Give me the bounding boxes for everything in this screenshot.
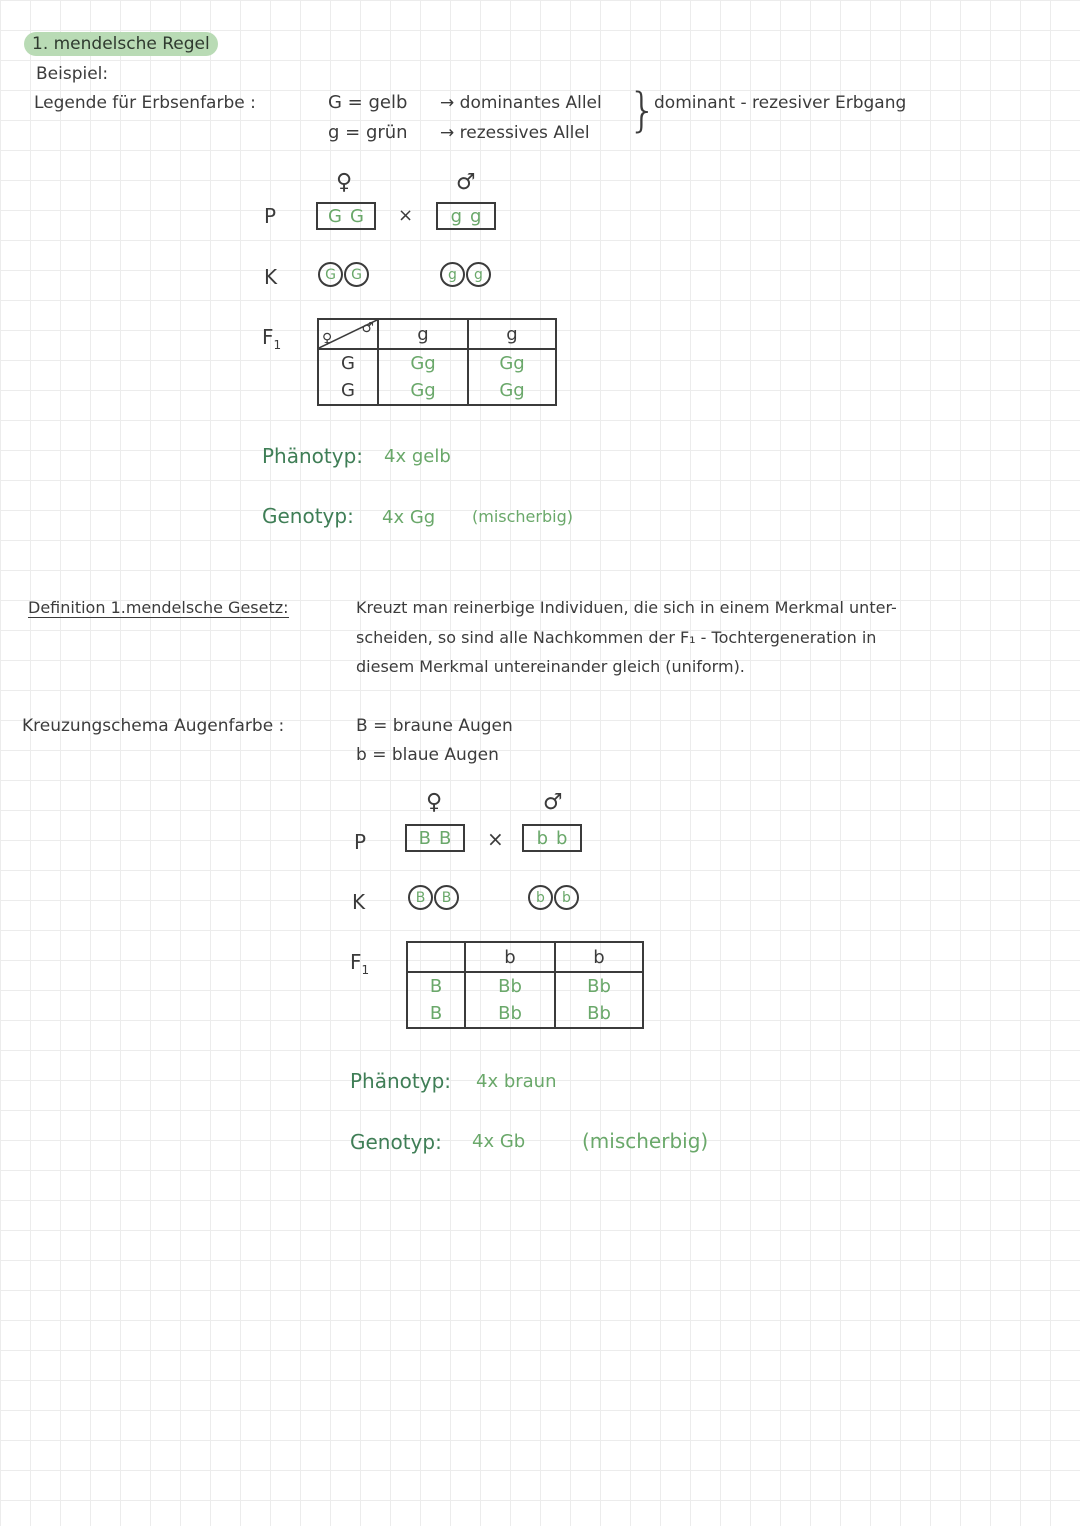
gamete: g bbox=[466, 262, 491, 287]
male-gametes bbox=[528, 885, 579, 910]
male-symbol: ♂ bbox=[456, 170, 476, 195]
f1-subscript: 1 bbox=[273, 338, 282, 352]
punnett-cell: Gg bbox=[468, 349, 556, 377]
phenotype-label: Phänotyp: bbox=[350, 1069, 452, 1093]
parent-male-genotype bbox=[522, 824, 582, 852]
parent-female-genotype bbox=[405, 824, 465, 852]
cross-sign: × bbox=[398, 205, 414, 226]
phenotype-value: 4x braun bbox=[476, 1071, 557, 1092]
definition-line-3: diesem Merkmal untereinander gleich (uniform). bbox=[356, 657, 745, 676]
label-gametes: K bbox=[352, 890, 366, 914]
section-title: 1. mendelsche Regel bbox=[24, 32, 218, 56]
punnett-square-peas bbox=[317, 318, 557, 406]
genotype-label: Genotyp: bbox=[262, 504, 354, 528]
genotype-note: (mischerbig) bbox=[472, 507, 573, 526]
punnett-cell: Gg bbox=[468, 377, 556, 405]
definition-label: Definition 1.mendelsche Gesetz: bbox=[28, 598, 289, 617]
definition-line-1: Kreuzt man reinerbige Individuen, die sich in einem Merkmal unter- bbox=[356, 598, 897, 617]
f1-subscript: 1 bbox=[361, 963, 370, 977]
female-gametes bbox=[318, 262, 369, 287]
column-header: b bbox=[555, 942, 643, 972]
cross-sign: × bbox=[487, 827, 504, 851]
scheme-label: Kreuzungschema Augenfarbe : bbox=[22, 716, 285, 736]
definition-line-2: scheiden, so sind alle Nachkommen der F₁ - Tochtergeneration in bbox=[356, 628, 877, 647]
punnett-corner bbox=[318, 319, 378, 349]
allele: G bbox=[350, 205, 364, 227]
punnett-cell: Bb bbox=[465, 972, 555, 1000]
phenotype-label: Phänotyp: bbox=[262, 444, 364, 468]
column-header: b bbox=[465, 942, 555, 972]
label-gametes: K bbox=[264, 265, 278, 289]
allele: g bbox=[470, 205, 482, 227]
f1-letter: F bbox=[262, 325, 274, 349]
blue-eyes-definition: b = blaue Augen bbox=[356, 745, 499, 765]
f1-letter: F bbox=[350, 950, 362, 974]
dominant-allele-note: → dominantes Allel bbox=[440, 93, 602, 113]
punnett-cell: Gg bbox=[378, 377, 468, 405]
female-symbol: ♀ bbox=[426, 790, 443, 815]
gamete: b bbox=[554, 885, 579, 910]
phenotype-value: 4x gelb bbox=[384, 446, 451, 467]
genotype-label: Genotyp: bbox=[350, 1130, 442, 1154]
label-parent: P bbox=[264, 204, 277, 228]
allele: G bbox=[328, 205, 342, 227]
male-symbol: ♂ bbox=[543, 790, 563, 815]
row-header: B bbox=[407, 972, 465, 1000]
row-header: B bbox=[407, 1000, 465, 1028]
genotype-value: 4x Gg bbox=[382, 507, 436, 528]
gamete: b bbox=[528, 885, 553, 910]
allele: B bbox=[439, 827, 452, 849]
example-label: Beispiel: bbox=[36, 64, 109, 84]
punnett-square-eyes bbox=[406, 941, 644, 1029]
allele: b bbox=[556, 827, 568, 849]
label-f1 bbox=[350, 950, 369, 977]
dominant-definition: G = gelb bbox=[328, 92, 408, 113]
punnett-cell: Gg bbox=[378, 349, 468, 377]
corner-male-symbol: ♂ bbox=[361, 320, 374, 336]
column-header: g bbox=[468, 319, 556, 349]
allele: b bbox=[536, 827, 548, 849]
inheritance-type: dominant - rezesiver Erbgang bbox=[654, 93, 907, 113]
brown-eyes-definition: B = braune Augen bbox=[356, 716, 513, 736]
punnett-cell: Bb bbox=[555, 972, 643, 1000]
parent-female-genotype bbox=[316, 202, 376, 230]
gamete: G bbox=[318, 262, 343, 287]
row-header: G bbox=[318, 349, 378, 377]
row-header: G bbox=[318, 377, 378, 405]
genotype-value: 4x Gb bbox=[472, 1131, 526, 1152]
recessive-definition: g = grün bbox=[328, 122, 408, 143]
male-gametes bbox=[440, 262, 491, 287]
punnett-cell: Bb bbox=[555, 1000, 643, 1028]
legend-label: Legende für Erbsenfarbe : bbox=[34, 93, 256, 113]
gamete: B bbox=[434, 885, 459, 910]
genotype-note: (mischerbig) bbox=[582, 1129, 709, 1153]
allele: g bbox=[450, 205, 462, 227]
parent-male-genotype bbox=[436, 202, 496, 230]
recessive-allele-note: → rezessives Allel bbox=[440, 123, 590, 143]
label-f1 bbox=[262, 325, 281, 352]
gamete: B bbox=[408, 885, 433, 910]
label-parent: P bbox=[354, 830, 367, 854]
allele: B bbox=[418, 827, 431, 849]
column-header: g bbox=[378, 319, 468, 349]
corner-female-symbol: ♀ bbox=[322, 331, 333, 347]
punnett-cell: Bb bbox=[465, 1000, 555, 1028]
legend-brace: } bbox=[628, 83, 658, 137]
gamete: g bbox=[440, 262, 465, 287]
gamete: G bbox=[344, 262, 369, 287]
punnett-corner-empty bbox=[407, 942, 465, 972]
female-gametes bbox=[408, 885, 459, 910]
female-symbol: ♀ bbox=[336, 170, 353, 195]
